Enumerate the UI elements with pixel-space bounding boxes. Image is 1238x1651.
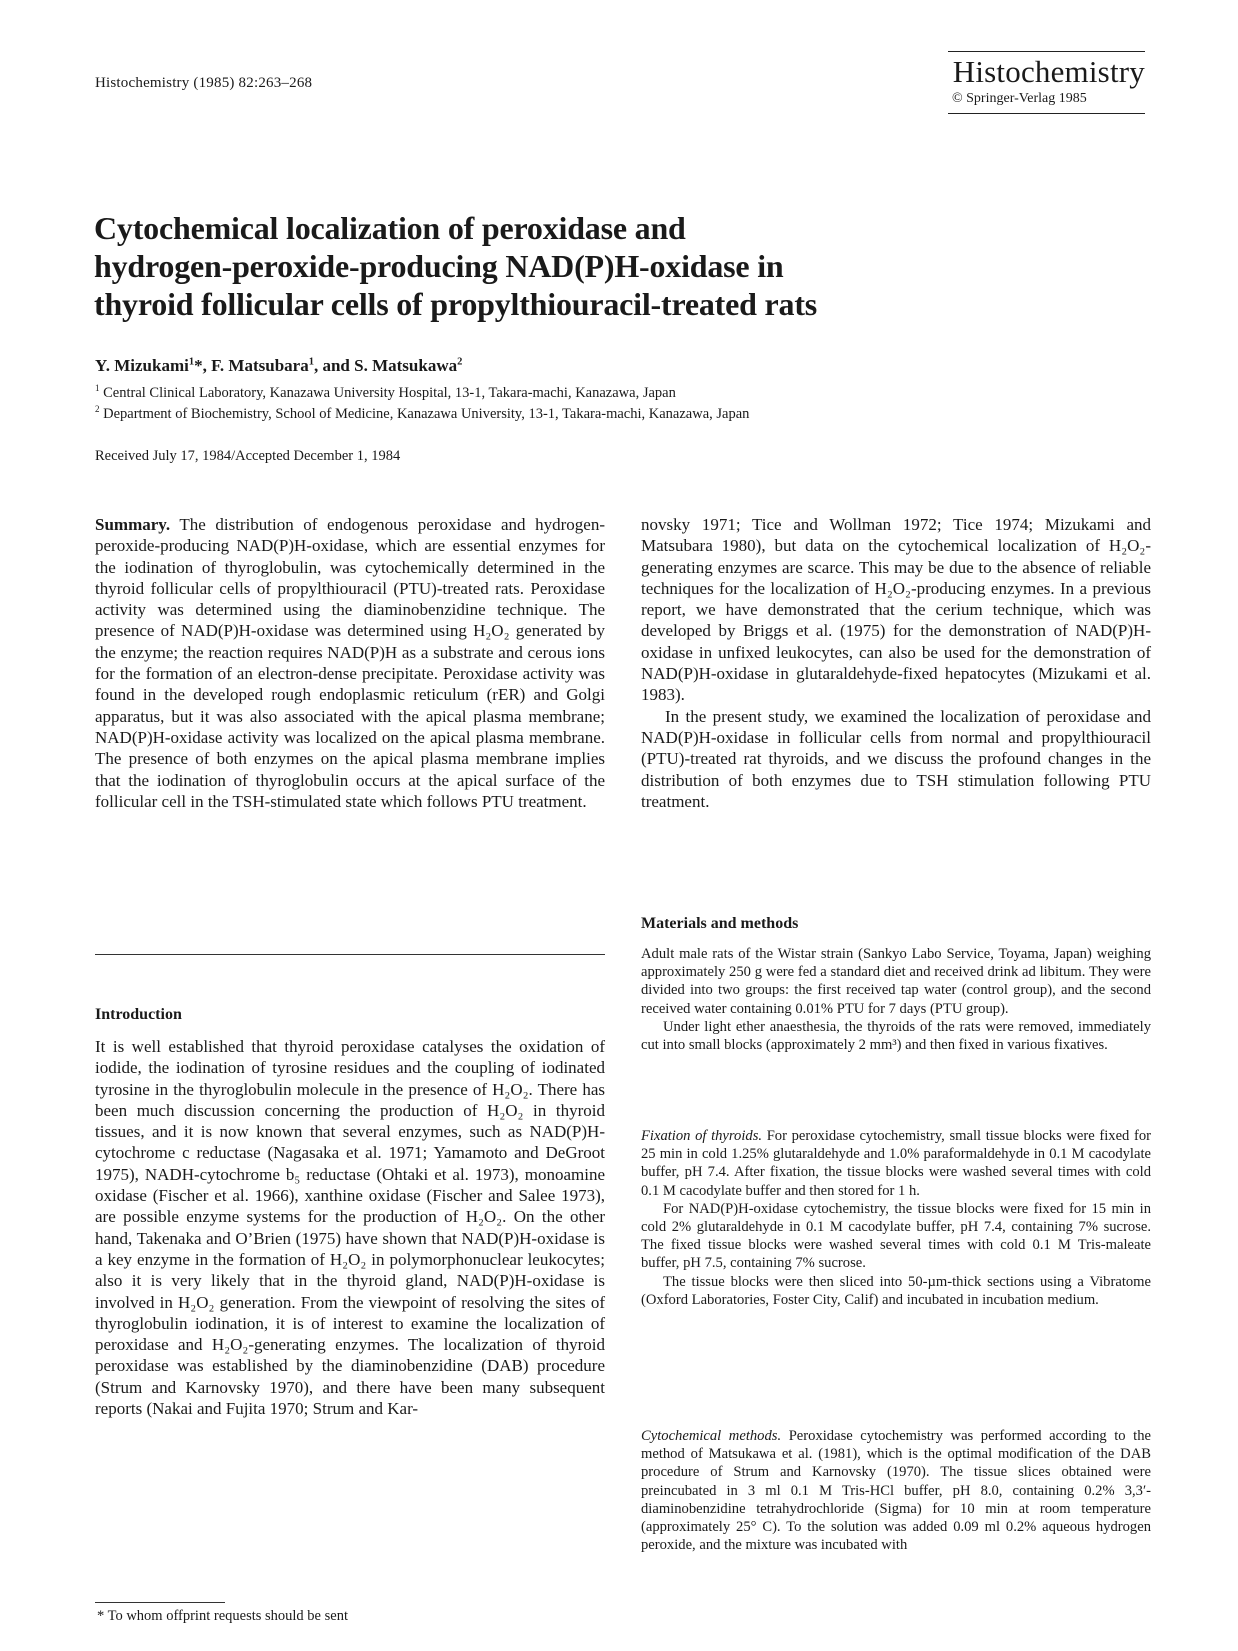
received-dates: Received July 17, 1984/Accepted December 1, 1984: [95, 448, 401, 464]
cytochemical-text: Peroxidase cytochemistry was performed according to the method of Matsukawa et al. (1981), which is the optimal modification of the DAB procedure of Strum and Karnovsky (1970). The tissue slices obtained were preincubated in 3 ml 0.1 M Tris-HCl buffer, pH 8.0, containing 0.2% 3,3′-diaminobenzidine tetrahydrochloride (Sigma) for 10 min at room temperature (approximately 25° C). To the solution was added 0.09 ml 0.2% aqueous hydrogen peroxide, and the mixture was incubated with: [641, 1428, 1151, 1554]
journal-masthead: [948, 51, 1145, 114]
author-name: F. Matsubara: [211, 356, 309, 375]
fixation-section: [641, 1127, 1151, 1309]
affiliation-text: Central Clinical Laboratory, Kanazawa University Hospital, 13-1, Takara-machi, Kanazawa, Japan: [103, 385, 676, 401]
methods-heading: Materials and methods: [641, 915, 799, 932]
summary-text: The distribution of endogenous peroxidase and hydrogen-peroxide-producing NAD(P)H-oxidase, which are essential enzymes for the iodination of thyroglobulin, was cytochemically determined in the thyroid follicular cells of propylthiouracil (PTU)-treated rats. Peroxidase activity was determined using the diaminobenzidine technique. The presence of NAD(P)H-oxidase was determined using H₂O₂ generated by the enzyme; the reaction requires NAD(P)H as a substrate and cerous ions for the formation of an electron-dense precipitate. Peroxidase activity was found in the developed rough endoplasmic reticulum (rER) and Golgi apparatus, but it was also associated with the apical plasma membrane; NAD(P)H-oxidase activity was localized on the apical plasma membrane. The presence of both enzymes on the apical plasma membrane implies that the iodination of thyroglobulin occurs at the apical surface of the follicular cell in the TSH-stimulated state which follows PTU treatment.: [95, 515, 605, 811]
title-line: thyroid follicular cells of propylthiouracil-treated rats: [94, 286, 818, 322]
fixation-text: For peroxidase cytochemistry, small tissue blocks were fixed for 25 min in cold 1.25% glutaraldehyde and 1.0% paraformaldehyde in 0.1 M cacodylate buffer, pH 7.4. After fixation, the tissue blocks were washed several times with cold 0.1 M cacodylate buffer and then stored for 1 h.: [641, 1128, 1151, 1199]
copyright-notice: © Springer-Verlag 1985: [952, 91, 1087, 106]
affiliation-number: 1: [95, 383, 100, 394]
cytochemical-label: Cytochemical methods.: [641, 1428, 782, 1444]
author-list: [95, 356, 462, 376]
affiliation-number: 2: [95, 404, 100, 415]
introduction-paragraph: In the present study, we examined the localization of peroxidase and NAD(P)H-oxidase in follicular cells from normal and propylthiouracil (PTU)-treated rat thyroids, and we discuss the profound changes in the distribution of both enzymes due to TSH stimulation following PTU treatment.: [641, 706, 1151, 811]
masthead-rule-top: [948, 51, 1145, 52]
title-line: Cytochemical localization of peroxidase and: [94, 210, 686, 246]
author-name: Y. Mizukami: [95, 356, 189, 375]
methods-paragraph: Adult male rats of the Wistar strain (Sankyo Labo Service, Toyama, Japan) weighing approximately 250 g were fed a standard diet and received drink ad libitum. They were divided into two groups: the first received tap water (control group), and the second received water containing 0.01% PTU for 7 days (PTU group).: [641, 946, 1151, 1017]
affiliation: [95, 385, 676, 402]
article-title: [94, 209, 994, 323]
introduction-heading: Introduction: [95, 1006, 182, 1023]
introduction-paragraph: It is well established that thyroid peroxidase catalyses the oxidation of iodide, the iodination of tyrosine residues and the coupling of iodinated tyrosine in the thyroglobulin molecule in the presence of H₂O₂. There has been much discussion concerning the production of H₂O₂ in thyroid tissues, and it is now known that several enzymes, such as NAD(P)H-cytochrome c reductase (Nagasaka et al. 1971; Yamamoto and DeGroot 1975), NADH-cytochrome b₅ reductase (Ohtaki et al. 1973), monoamine oxidase (Fischer et al. 1966), xanthine oxidase (Fischer and Salee 1973), are possible enzyme systems for the production of H₂O₂. On the other hand, Takenaka and O’Brien (1975) have shown that NAD(P)H-oxidase is a key enzyme in the formation of H₂O₂ in polymorphonuclear leukocytes; also it is very likely that in the thyroid gland, NAD(P)H-oxidase is involved in H₂O₂ generation. From the viewpoint of resolving the sites of thyroglobulin iodination, it is of interest to examine the localization of peroxidase and H₂O₂-generating enzymes. The localization of thyroid peroxidase was established by the diaminobenzidine (DAB) procedure (Strum and Karnovsky 1970), and there have been many subsequent reports (Nakai and Fujita 1970; Strum and Kar-: [95, 1037, 605, 1419]
affiliation-text: Department of Biochemistry, School of Medicine, Kanazawa University, 13-1, Takara-machi, Kanazawa, Japan: [103, 406, 750, 422]
methods-body: [641, 945, 1151, 1054]
fixation-label: Fixation of thyroids.: [641, 1128, 763, 1144]
footnote: * To whom offprint requests should be sent: [97, 1608, 348, 1624]
summary-label: Summary.: [95, 515, 171, 534]
summary-paragraph: [95, 514, 605, 812]
fixation-paragraph: [641, 1127, 1151, 1200]
footnote-divider: [95, 1602, 225, 1603]
affiliation-mark: 1: [308, 356, 314, 368]
affiliation: [95, 406, 749, 423]
fixation-paragraph: The tissue blocks were then sliced into 50-µm-thick sections using a Vibratome (Oxford Laboratories, Foster City, Calif) and incubated in incubation medium.: [641, 1273, 1151, 1308]
summary-section: [95, 514, 605, 812]
title-line: hydrogen-peroxide-producing NAD(P)H-oxidase in: [94, 248, 784, 284]
author-name: S. Matsukawa: [354, 356, 458, 375]
affiliation-mark: 1: [188, 356, 195, 368]
methods-paragraph: Under light ether anaesthesia, the thyroids of the rats were removed, immediately cut into small blocks (approximately 2 mm³) and then fixed in various fixatives.: [641, 1018, 1151, 1054]
introduction-body: [95, 1036, 605, 1419]
introduction-paragraph: novsky 1971; Tice and Wollman 1972; Tice 1974; Mizukami and Matsubara 1980), but data on the cytochemical localization of H₂O₂-generating enzymes are scarce. This may be due to the absence of reliable techniques for the localization of H₂O₂-producing enzymes. In a previous report, we have demonstrated that the cerium technique, which was developed by Briggs et al. (1975) for the demonstration of NAD(P)H-oxidase in unfixed leukocytes, can also be used for the demonstration of NAD(P)H-oxidase in glutaraldehyde-fixed hepatocytes (Mizukami et al. 1983).: [641, 515, 1151, 705]
author-separator: , and: [313, 356, 355, 375]
affiliation-mark: 2: [457, 356, 463, 368]
journal-name: Histochemistry: [952, 54, 1145, 89]
masthead-rule-bottom: [948, 113, 1145, 114]
cytochemical-paragraph: [641, 1427, 1151, 1554]
introduction-continued: [641, 514, 1151, 812]
fixation-paragraph: For NAD(P)H-oxidase cytochemistry, the tissue blocks were fixed for 15 min in cold 2% glutaraldehyde in 0.1 M cacodylate buffer, pH 7.4, containing 7% sucrose. The fixed tissue blocks were washed several times with cold 0.1 M Tris-maleate buffer, pH 7.5, containing 7% sucrose.: [641, 1200, 1151, 1272]
cytochemical-methods-section: [641, 1427, 1151, 1554]
journal-citation: Histochemistry (1985) 82:263–268: [95, 75, 313, 91]
corresponding-mark: *,: [194, 356, 212, 375]
section-divider: [95, 954, 605, 955]
